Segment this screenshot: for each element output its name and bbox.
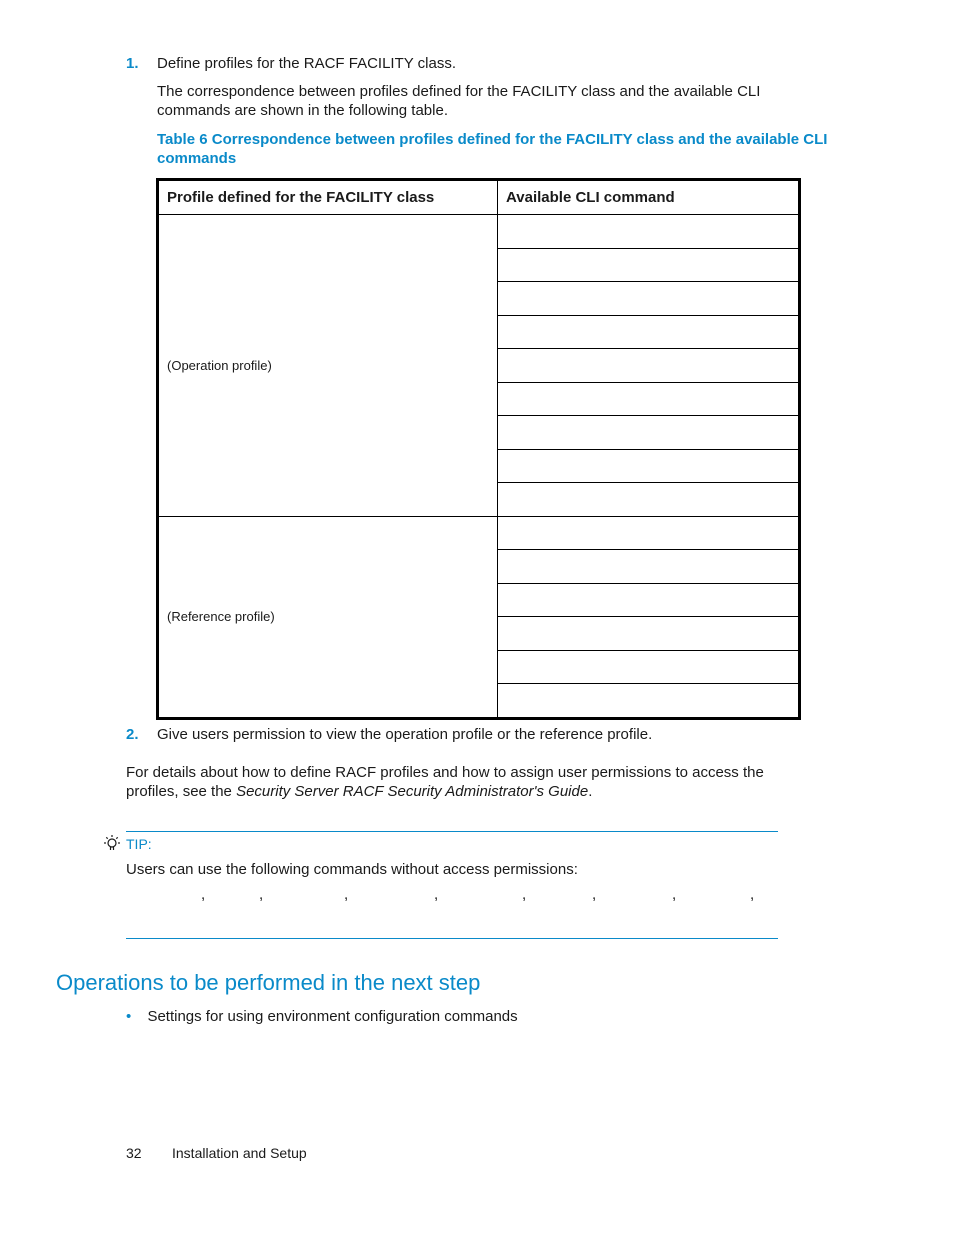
facility-profile-table <box>156 178 801 720</box>
details-line2 <box>126 783 592 800</box>
header-profile: Profile defined for the FACILITY class <box>158 180 498 215</box>
details-line1: For details about how to define RACF profiles and how to assign user permissions to access the <box>126 764 764 781</box>
step-1-description-line1: The correspondence between profiles defined for the FACILITY class and the available CLI <box>157 83 761 100</box>
cli-command-cell <box>498 684 800 719</box>
header-cli-command: Available CLI command <box>498 180 800 215</box>
page-number: 32 <box>126 1145 142 1161</box>
section-heading: Operations to be performed in the next step <box>56 970 481 995</box>
step-2-number: 2. <box>126 726 139 743</box>
list-item <box>126 1008 518 1025</box>
guide-title: Security Server RACF Security Administrator's Guide <box>236 783 589 800</box>
bullet-icon: • <box>126 1008 132 1025</box>
cli-command-cell <box>498 483 800 517</box>
table-row <box>158 215 800 249</box>
table-header-row <box>158 180 800 215</box>
operation-profile-cell: (Operation profile) <box>158 215 498 517</box>
step-1-text: Define profiles for the RACF FACILITY class. <box>157 55 456 72</box>
reference-profile-cell: (Reference profile) <box>158 516 498 718</box>
step-1-number: 1. <box>126 55 139 72</box>
table-caption-line2: commands <box>157 150 237 167</box>
cli-command-cell <box>498 248 800 282</box>
cli-command-cell <box>498 416 800 450</box>
cli-command-cell <box>498 617 800 651</box>
command-separator: , <box>522 886 527 903</box>
details-line2-suffix: . <box>588 783 593 800</box>
command-separator: , <box>201 886 206 903</box>
cli-command-cell <box>498 650 800 684</box>
step-2-text: Give users permission to view the operation profile or the reference profile. <box>157 726 653 743</box>
cli-command-cell <box>498 516 800 550</box>
command-separator: , <box>592 886 597 903</box>
command-separator: , <box>750 886 755 903</box>
tip-bottom-rule <box>126 938 778 939</box>
command-separator: , <box>434 886 439 903</box>
table-row <box>158 516 800 550</box>
cli-command-cell <box>498 550 800 584</box>
cli-command-cell <box>498 215 800 249</box>
cli-command-cell <box>498 382 800 416</box>
lightbulb-icon <box>102 834 122 854</box>
cli-command-cell <box>498 349 800 383</box>
cli-command-cell <box>498 282 800 316</box>
command-separator: , <box>344 886 349 903</box>
tip-command-list <box>0 886 954 906</box>
cli-command-cell <box>498 583 800 617</box>
tip-text: Users can use the following commands without access permissions: <box>126 861 578 878</box>
tip-top-rule <box>126 831 778 832</box>
list-item-text: Settings for using environment configuration commands <box>147 1008 518 1025</box>
details-line2-prefix: profiles, see the <box>126 783 237 800</box>
step-1-description-line2: commands are shown in the following table. <box>157 102 448 119</box>
command-separator: , <box>259 886 264 903</box>
table-caption-line1: Table 6 Correspondence between profiles defined for the FACILITY class and the available CLI <box>157 131 828 148</box>
tip-label: TIP: <box>126 836 152 852</box>
cli-command-cell <box>498 449 800 483</box>
cli-command-cell <box>498 315 800 349</box>
chapter-title: Installation and Setup <box>172 1145 307 1161</box>
command-separator: , <box>672 886 677 903</box>
